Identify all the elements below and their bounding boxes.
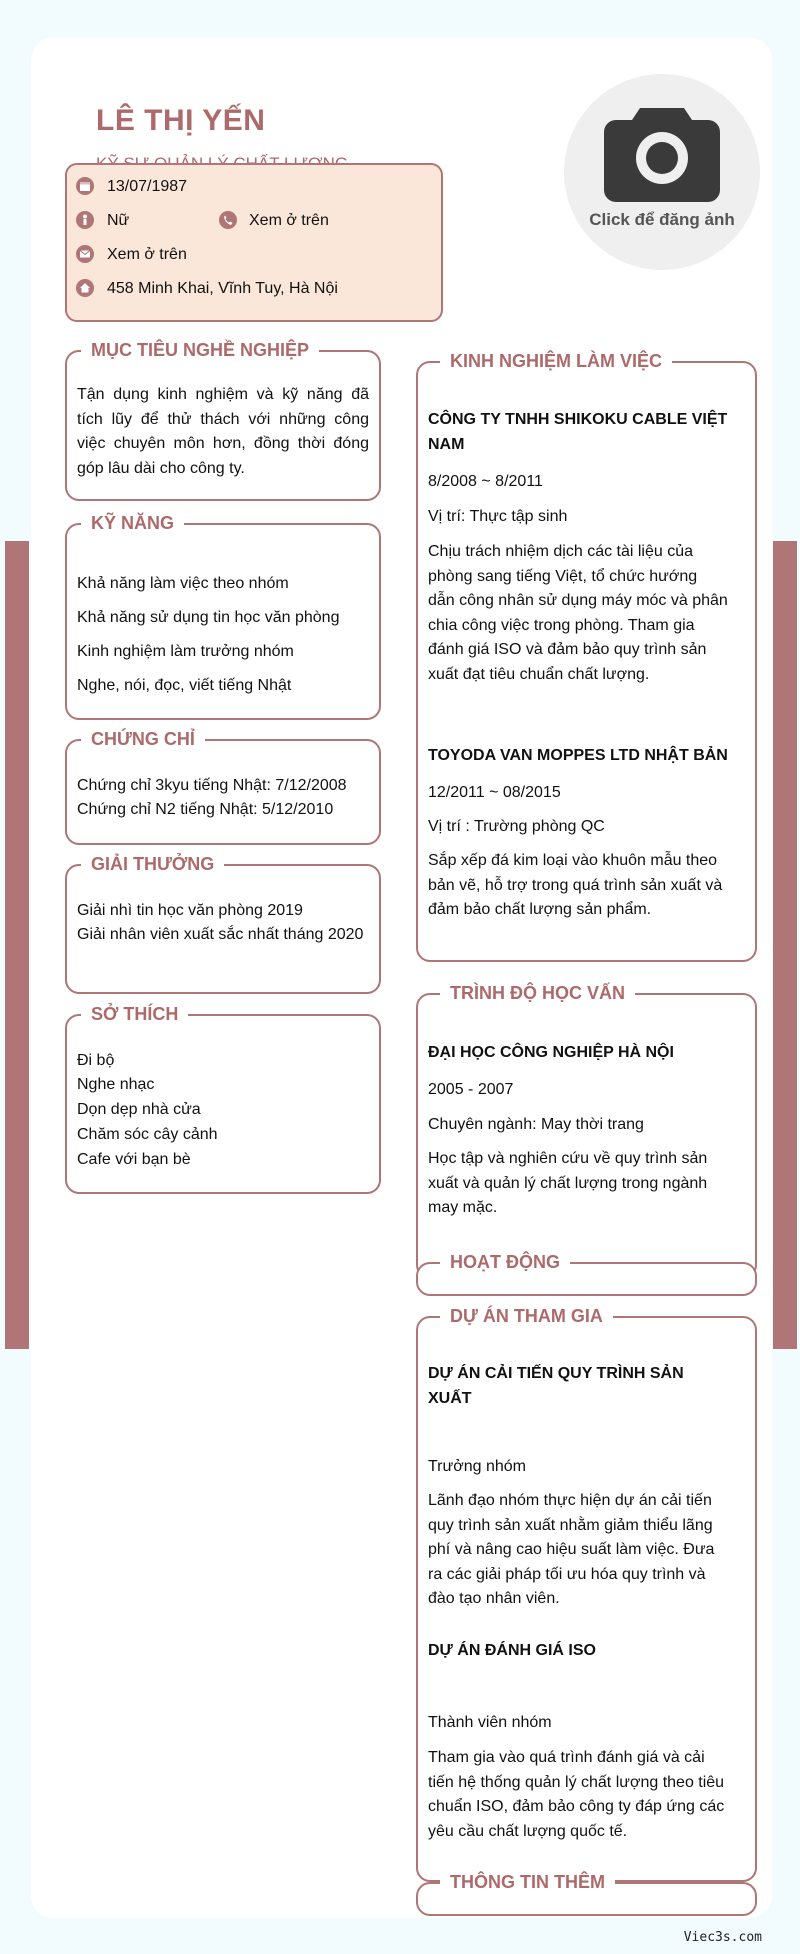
candidate-name: LÊ THỊ YẾN bbox=[96, 104, 266, 137]
skill-item: Khả năng sử dụng tin học văn phòng bbox=[77, 609, 340, 626]
photo-caption: Click để đăng ảnh bbox=[589, 210, 735, 229]
job-description: Sắp xếp đá kim loại vào khuôn mẫu theo bản vẽ, hỗ trợ trong quá trình sản xuất và đảm bảo chất lượng sản phẩm. bbox=[428, 852, 723, 918]
address-value: 458 Minh Khai, Vĩnh Tuy, Hà Nội bbox=[107, 280, 338, 297]
education-heading: TRÌNH ĐỘ HỌC VẤN bbox=[440, 981, 635, 1005]
gender-icon bbox=[76, 211, 94, 229]
hobby-item: Cafe với bạn bè bbox=[77, 1151, 191, 1168]
email-icon bbox=[76, 245, 94, 263]
project-description: Lãnh đạo nhóm thực hiện dự án cải tiến quy trình sản xuất nhằm giảm thiểu lãng phí và nâng cao hiệu suất làm việc. Đưa ra các giải pháp tối ưu hóa quy trình và đào tạo nhân viên. bbox=[428, 1492, 715, 1607]
footer-brand: Viec3s.com bbox=[683, 1930, 762, 1945]
cv-page bbox=[31, 38, 772, 1918]
left-accent-bar bbox=[5, 541, 29, 1349]
job-company: TOYODA VAN MOPPES LTD NHẬT BẢN bbox=[428, 747, 728, 764]
activities-section bbox=[416, 1252, 757, 1296]
certificates-section bbox=[65, 729, 381, 845]
job-position: Vị trí : Trường phòng QC bbox=[428, 818, 605, 835]
skill-item: Kinh nghiệm làm trưởng nhóm bbox=[77, 643, 294, 660]
photo-upload[interactable] bbox=[564, 74, 760, 270]
experience-heading: KINH NGHIỆM LÀM VIỆC bbox=[440, 349, 672, 373]
experience-section bbox=[416, 351, 757, 962]
certificates-heading: CHỨNG CHỈ bbox=[81, 727, 205, 751]
skills-section bbox=[65, 513, 381, 720]
project-name: DỰ ÁN ĐÁNH GIÁ ISO bbox=[428, 1642, 596, 1659]
skill-item: Nghe, nói, đọc, viết tiếng Nhật bbox=[77, 677, 292, 694]
education-description: Học tập và nghiên cứu về quy trình sản xuất và quản lý chất lượng trong ngành may mặc. bbox=[428, 1150, 708, 1216]
phone-value: Xem ở trên bbox=[249, 212, 329, 229]
job-company: CÔNG TY TNHH SHIKOKU CABLE VIỆT NAM bbox=[428, 411, 728, 453]
objective-section bbox=[65, 340, 381, 501]
hobby-item: Dọn dẹp nhà cửa bbox=[77, 1101, 201, 1118]
certificate-item: Chứng chỉ 3kyu tiếng Nhật: 7/12/2008 bbox=[77, 777, 347, 794]
education-school: ĐẠI HỌC CÔNG NGHIỆP HÀ NỘI bbox=[428, 1044, 674, 1061]
skill-item: Khả năng làm việc theo nhóm bbox=[77, 575, 289, 592]
objective-text: Tận dụng kinh nghiệm và kỹ năng đã tích lũy để thử thách với những công việc chuyên môn hơn, đồng thời đóng góp lâu dài cho công ty. bbox=[77, 386, 369, 477]
dob-value: 13/07/1987 bbox=[107, 178, 188, 195]
job-period: 12/2011 ~ 08/2015 bbox=[428, 784, 561, 801]
skills-heading: KỸ NĂNG bbox=[81, 511, 184, 535]
gender-value: Nữ bbox=[107, 212, 130, 229]
calendar-icon bbox=[76, 177, 94, 195]
hobbies-heading: SỞ THÍCH bbox=[81, 1002, 188, 1026]
education-major: Chuyên ngành: May thời trang bbox=[428, 1116, 644, 1133]
education-section bbox=[416, 983, 757, 1279]
hobby-item: Đi bộ bbox=[77, 1052, 115, 1069]
projects-section bbox=[416, 1306, 757, 1882]
projects-heading: DỰ ÁN THAM GIA bbox=[440, 1304, 613, 1328]
hobbies-section bbox=[65, 1004, 381, 1194]
job-position: Vị trí: Thực tập sinh bbox=[428, 508, 568, 525]
award-item: Giải nhân viên xuất sắc nhất tháng 2020 bbox=[77, 926, 364, 943]
awards-heading: GIẢI THƯỞNG bbox=[81, 852, 224, 876]
more-info-heading: THÔNG TIN THÊM bbox=[440, 1870, 615, 1894]
home-icon bbox=[76, 279, 94, 297]
project-description: Tham gia vào quá trình đánh giá và cải tiến hệ thống quản lý chất lượng theo tiêu chuẩn ISO, đảm bảo công ty đáp ứng các yêu cầu chất lượng quốc tế. bbox=[428, 1749, 725, 1840]
certificate-item: Chứng chỉ N2 tiếng Nhật: 5/12/2010 bbox=[77, 801, 334, 818]
project-name: DỰ ÁN CẢI TIẾN QUY TRÌNH SẢN XUẤT bbox=[428, 1365, 684, 1407]
email-value: Xem ở trên bbox=[107, 246, 187, 263]
job-period: 8/2008 ~ 8/2011 bbox=[428, 473, 543, 490]
hobby-item: Chăm sóc cây cảnh bbox=[77, 1126, 218, 1143]
job-description: Chịu trách nhiệm dịch các tài liệu của phòng sang tiếng Việt, tổ chức hướng dẫn công nhân sử dụng máy móc và phân chia công việc trong phòng. Tham gia đánh giá ISO và đảm bảo quy trình sản xuất đạt tiêu chuẩn chất lượng. bbox=[428, 543, 728, 683]
project-role: Trưởng nhóm bbox=[428, 1458, 526, 1475]
awards-section bbox=[65, 854, 381, 994]
phone-icon bbox=[219, 211, 237, 229]
more-info-section bbox=[416, 1872, 757, 1916]
activities-heading: HOẠT ĐỘNG bbox=[440, 1250, 570, 1274]
project-role: Thành viên nhóm bbox=[428, 1714, 552, 1731]
personal-info-box bbox=[65, 163, 443, 322]
camera-icon bbox=[604, 102, 720, 202]
hobby-item: Nghe nhạc bbox=[77, 1076, 155, 1093]
right-accent-bar bbox=[773, 541, 797, 1349]
objective-heading: MỤC TIÊU NGHỀ NGHIỆP bbox=[81, 338, 319, 362]
award-item: Giải nhì tin học văn phòng 2019 bbox=[77, 902, 303, 919]
education-period: 2005 - 2007 bbox=[428, 1081, 514, 1098]
